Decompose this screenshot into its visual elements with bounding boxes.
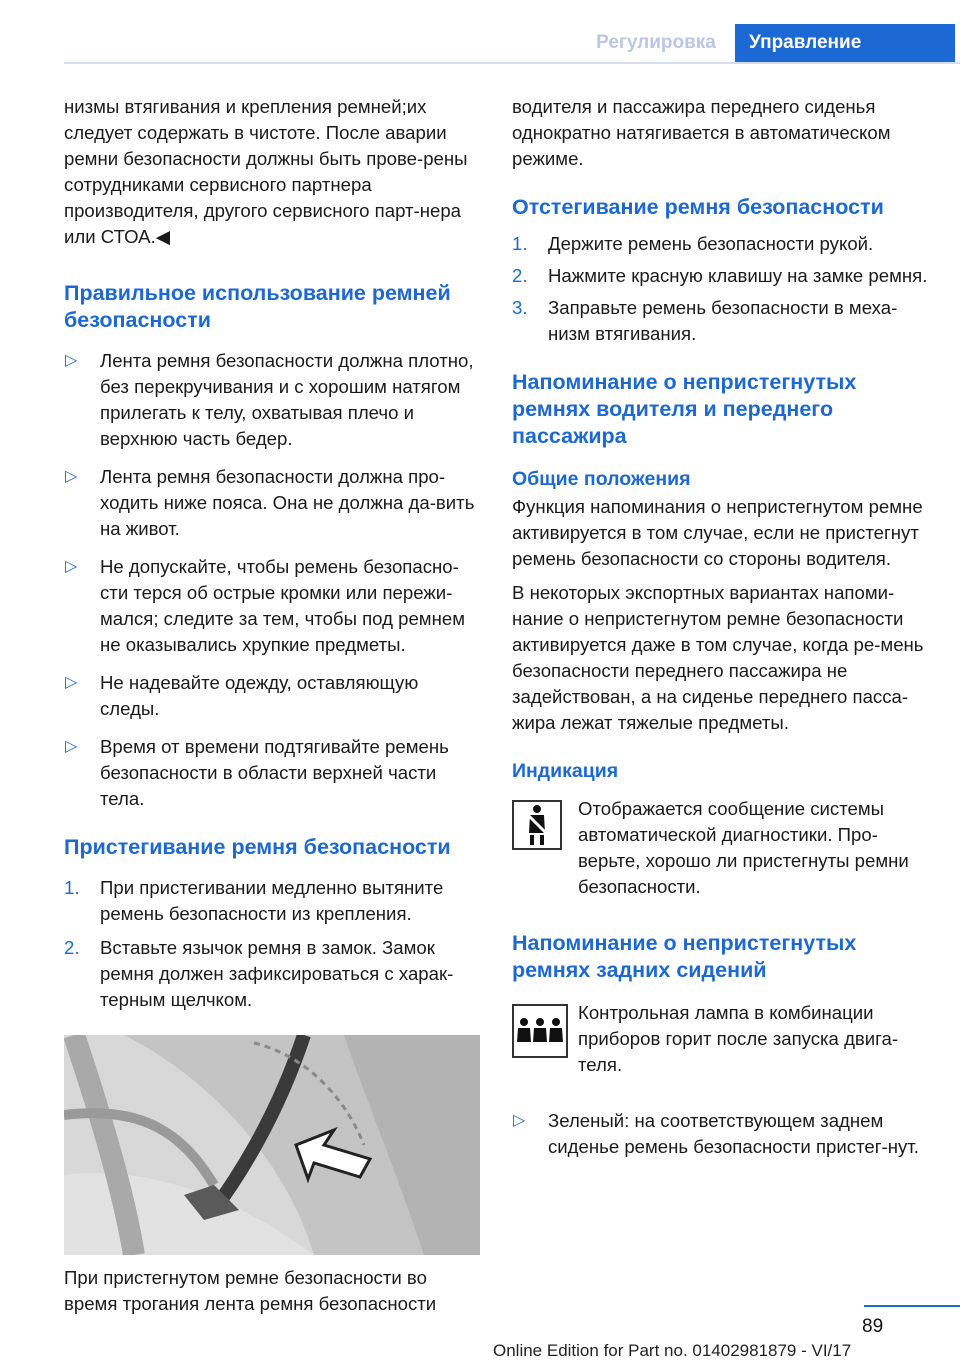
rear-passengers-icon <box>512 1004 568 1058</box>
triangle-right-icon: ▷ <box>65 738 78 755</box>
general-paragraph-1: Функция напоминания о непристегнутом ремне активируется в том случае, если не пристегнут ремень безопасности со стороны водителя. <box>512 496 923 569</box>
usage-item: ▷ Не надевайте одежду, оставляющую следы. <box>65 672 419 719</box>
indication-heading: Индикация <box>512 760 619 782</box>
usage-item: ▷ Лента ремня безопасности должна про-ходить ниже пояса. Она не должна да-вить на живот. <box>65 466 475 539</box>
unfasten-step: 3. Заправьте ремень безопасности в меха-низм втягивания. <box>512 297 898 344</box>
rear-lamp-text: Контрольная лампа в комбинации приборов горит после запуска двига-теля. <box>578 1002 899 1075</box>
triangle-right-icon: ▷ <box>65 352 78 369</box>
page-number: 89 <box>862 1316 884 1337</box>
tab-regulirovka[interactable]: Регулировка <box>577 24 735 62</box>
seatbelt-warning-icon <box>512 800 562 850</box>
rear-lamp-block <box>512 1000 928 1078</box>
fasten-step: 2. Вставьте язычок ремня в замок. Замок ремня должен зафиксироваться с харак-терным щелчком. <box>64 937 454 1010</box>
rear-item: ▷ Зеленый: на соответствующем заднем сиденье ремень безопасности пристег-нут. <box>513 1110 919 1157</box>
general-paragraph-2: В некоторых экспортных вариантах напоми-нание о непристегнутом ремне безопасности активируется даже в том случае, когда ре-мень безопасности переднего пассажира не задействован, а на сиденье переднего пасса-жира лежат тяжелые предметы. <box>512 582 924 733</box>
step-number: 2. <box>512 265 528 286</box>
indication-block <box>512 796 928 900</box>
usage-item: ▷ Лента ремня безопасности должна плотно, без перекручивания и с хорошим натягом прилегать к телу, охватывая плечо и верхнюю часть бедер. <box>65 350 474 449</box>
seatbelt-photo <box>64 1035 480 1255</box>
unfasten-step: 2. Нажмите красную клавишу на замке ремня. <box>512 263 928 289</box>
reminder-rear-heading: Напоминание о непристегнутых ремнях задних сидений <box>512 931 857 982</box>
header-tabs <box>577 24 955 62</box>
unfasten-step: 1. Держите ремень безопасности рукой. <box>512 231 928 257</box>
fasten-heading: Пристегивание ремня безопасности <box>64 835 451 859</box>
triangle-right-icon: ▷ <box>65 558 78 575</box>
triangle-right-icon: ▷ <box>513 1112 526 1129</box>
left-column <box>64 94 478 1317</box>
footer-divider <box>864 1305 960 1307</box>
step-number: 1. <box>512 233 528 254</box>
general-heading: Общие положения <box>512 468 691 490</box>
step-number: 2. <box>64 937 80 958</box>
triangle-right-icon: ▷ <box>65 674 78 691</box>
indication-text: Отображается сообщение системы автоматической диагностики. Про-верьте, хорошо ли пристегнуты ремни безопасности. <box>578 798 909 897</box>
step-number: 3. <box>512 297 528 318</box>
usage-item: ▷ Время от времени подтягивайте ремень безопасности в области верхней части тела. <box>65 736 449 809</box>
usage-item: ▷ Не допускайте, чтобы ремень безопасно-сти терся об острые кромки или пережи-мался; следите за тем, чтобы под ремнем не оказывались хрупкие предметы. <box>65 556 465 655</box>
header-divider <box>64 62 960 64</box>
photo-caption: При пристегнутом ремне безопасности во время трогания лента ремня безопасности <box>64 1267 437 1314</box>
tab-upravlenie[interactable]: Управление <box>735 24 955 62</box>
triangle-right-icon: ▷ <box>65 468 78 485</box>
edition-note: Online Edition for Part no. 01402981879 - VI/17 <box>493 1341 852 1360</box>
unfasten-heading: Отстегивание ремня безопасности <box>512 195 884 219</box>
fasten-step: 1. При пристегивании медленно вытяните ремень безопасности из крепления. <box>64 877 444 924</box>
continued-paragraph: водителя и пассажира переднего сиденья однократно натягивается в автоматическом режиме. <box>512 96 891 169</box>
intro-paragraph: низмы втягивания и крепления ремней;их следует содержать в чистоте. После аварии ремни безопасности должны быть прове-рены сотрудниками сервисного партнера производителя, другого сервисного парт-нера или СТОА.◀ <box>64 96 468 247</box>
usage-heading: Правильное использование ремней безопасности <box>64 281 451 332</box>
reminder-front-heading: Напоминание о непристегнутых ремнях водителя и переднего пассажира <box>512 370 857 448</box>
right-column <box>512 94 928 1160</box>
step-number: 1. <box>64 877 80 898</box>
